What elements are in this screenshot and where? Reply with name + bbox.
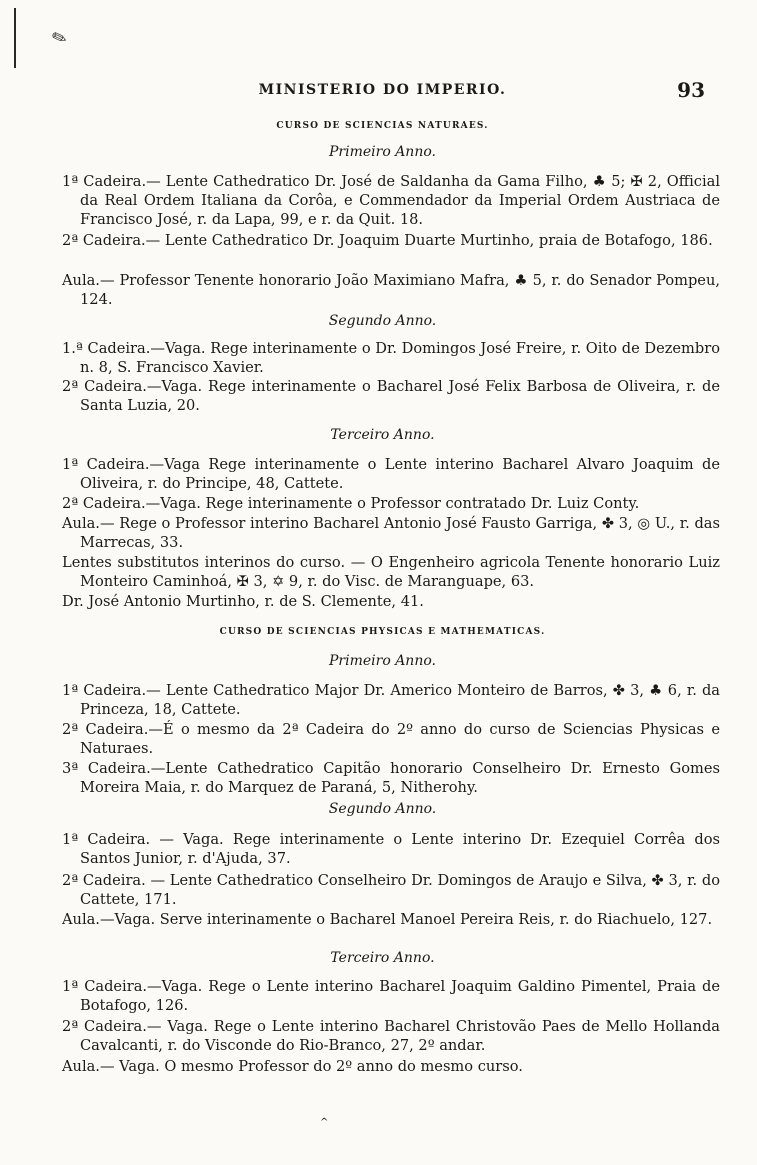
- entry-paragraph: 2ª Cadeira.—Vaga. Rege interinamente o Bacharel José Felix Barbosa de Oliveira, r. de Santa Luzia, 20.: [62, 378, 720, 415]
- entry-paragraph: 2ª Cadeira.— Lente Cathedratico Dr. Joaquim Duarte Murtinho, praia de Botafogo, 186.: [62, 232, 713, 249]
- pen-mark-icon: ✎: [48, 26, 71, 51]
- entry-paragraph: Aula.—Vaga. Serve interinamente o Bacharel Manoel Pereira Reis, r. do Riachuelo, 127.: [62, 911, 713, 928]
- running-title: MINISTERIO DO IMPERIO.: [258, 82, 507, 98]
- entry-paragraph: 1ª Cadeira.— Lente Cathedratico Major Dr. Americo Monteiro de Barros, ✤ 3, ♣ 6, r. da Princeza, 18, Cattete.: [62, 682, 720, 719]
- entry-paragraph: 1ª Cadeira.— Lente Cathedratico Dr. José de Saldanha da Gama Filho, ♣ 5; ✠ 2, Official da Real Ordem Italiana da Corôa, e Commendador da Imperial Ordem Austriaca de Francisco José, r. da Lapa, 99, e r. da Quit. 18.: [62, 173, 720, 229]
- entry-paragraph: 1ª Cadeira.—Vaga Rege interinamente o Lente interino Bacharel Alvaro Joaquim de Oliveira, r. do Principe, 48, Cattete.: [62, 456, 720, 493]
- caret-mark-icon: ^: [320, 1117, 329, 1128]
- entry-paragraph: 3ª Cadeira.—Lente Cathedratico Capitão honorario Conselheiro Dr. Ernesto Gomes Moreira Maia, r. do Marquez de Paraná, 5, Nitherohy.: [62, 760, 720, 797]
- entry-paragraph: Aula.— Vaga. O mesmo Professor do 2º anno do mesmo curso.: [62, 1058, 523, 1075]
- entry-paragraph: Dr. José Antonio Murtinho, r. de S. Clemente, 41.: [62, 593, 424, 610]
- page-header: [60, 78, 705, 104]
- entry-paragraph: 2ª Cadeira.—É o mesmo da 2ª Cadeira do 2º anno do curso de Sciencias Physicas e Naturaes.: [62, 721, 720, 758]
- entry-paragraph: 1ª Cadeira. — Vaga. Rege interinamente o Lente interino Dr. Ezequiel Corrêa dos Santos Junior, r. d'Ajuda, 37.: [62, 831, 720, 868]
- year-title: Segundo Anno.: [328, 801, 437, 817]
- section-title: CURSO DE SCIENCIAS NATURAES.: [276, 121, 489, 131]
- page-number: 93: [677, 78, 705, 102]
- entry-paragraph: 2ª Cadeira. — Lente Cathedratico Conselheiro Dr. Domingos de Araujo e Silva, ✤ 3, r. do Cattete, 171.: [62, 872, 720, 909]
- entry-paragraph: Aula.— Professor Tenente honorario João Maximiano Mafra, ♣ 5, r. do Senador Pompeu, 124.: [62, 272, 720, 309]
- section-title: CURSO DE SCIENCIAS PHYSICAS E MATHEMATICAS.: [219, 627, 546, 637]
- entry-paragraph: 1ª Cadeira.—Vaga. Rege o Lente interino Bacharel Joaquim Galdino Pimentel, Praia de Botafogo, 126.: [62, 978, 720, 1015]
- entry-paragraph: 2ª Cadeira.— Vaga. Rege o Lente interino Bacharel Christovão Paes de Mello Hollanda Cavalcanti, r. do Visconde do Rio-Branco, 27, 2º andar.: [62, 1018, 720, 1055]
- year-title: Primeiro Anno.: [329, 144, 436, 160]
- year-title: Primeiro Anno.: [329, 653, 436, 669]
- entry-paragraph: Aula.— Rege o Professor interino Bacharel Antonio José Fausto Garriga, ✤ 3, ◎ U., r. das Marrecas, 33.: [62, 515, 720, 552]
- year-title: Segundo Anno.: [328, 313, 437, 329]
- entry-paragraph: Lentes substitutos interinos do curso. — O Engenheiro agricola Tenente honorario Luiz Monteiro Caminhoá, ✠ 3, ✡ 9, r. do Visc. de Maranguape, 63.: [62, 554, 720, 591]
- year-title: Terceiro Anno.: [330, 950, 435, 966]
- margin-rule: [14, 8, 16, 68]
- entry-paragraph: 1.ª Cadeira.—Vaga. Rege interinamente o Dr. Domingos José Freire, r. Oito de Dezembro n. 8, S. Francisco Xavier.: [62, 340, 720, 377]
- entry-paragraph: 2ª Cadeira.—Vaga. Rege interinamente o Professor contratado Dr. Luiz Conty.: [62, 495, 640, 512]
- year-title: Terceiro Anno.: [330, 427, 435, 443]
